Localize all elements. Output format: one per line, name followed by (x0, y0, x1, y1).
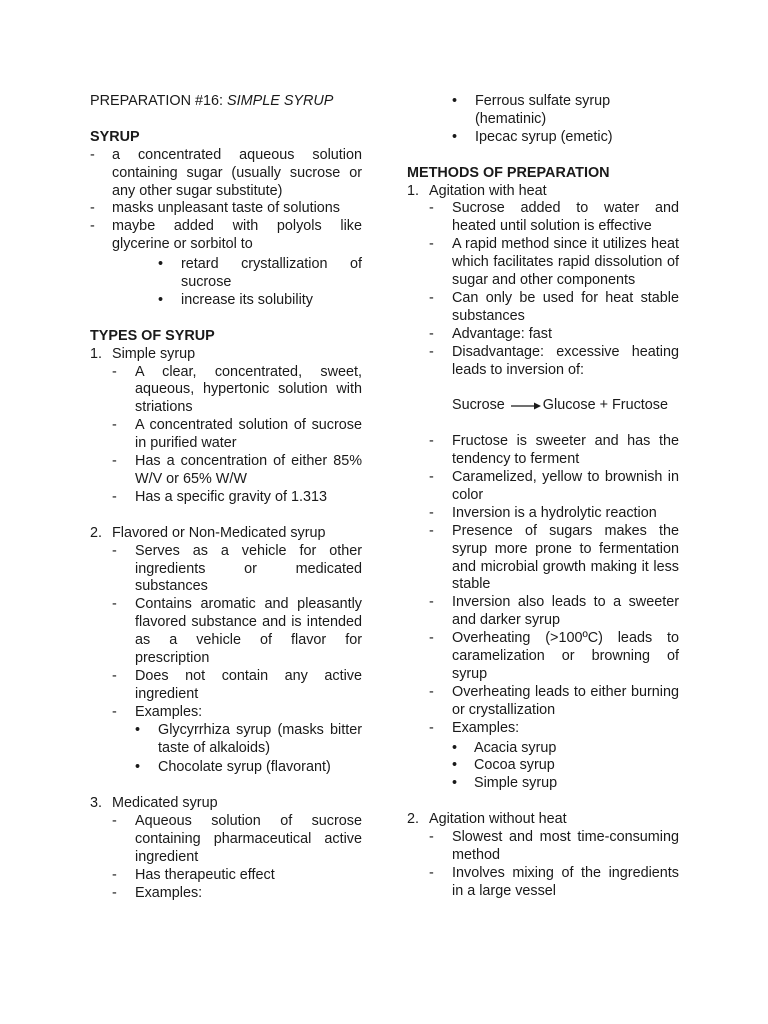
bullet-icon: • (158, 291, 164, 308)
reaction-reactant: Sucrose (452, 397, 505, 414)
heat-point: Examples: (452, 719, 520, 736)
right-column (407, 93, 679, 901)
heat-example: Cocoa syrup (474, 757, 555, 774)
item-number: 1. (407, 182, 420, 199)
dash-marker: - (112, 453, 117, 470)
bullet-icon: • (135, 721, 141, 738)
bullet-icon: • (452, 739, 458, 756)
item-title: Agitation with heat (429, 182, 547, 199)
dash-marker: - (429, 683, 434, 700)
heat-point: A rapid method since it utilizes heat which facilitates rapid dissolution of sugar and other components (452, 236, 679, 289)
medicated-example: Ipecac syrup (emetic) (475, 128, 613, 145)
list-item (407, 129, 679, 147)
heat-point: Sucrose added to water and heated until solution is effective (452, 200, 679, 235)
list-item (407, 740, 679, 758)
dash-marker: - (429, 325, 434, 342)
flavored-point: Serves as a vehicle for other ingredients or medicated substances (135, 542, 362, 595)
dash-marker: - (112, 417, 117, 434)
dash-marker: - (429, 504, 434, 521)
list-item (407, 93, 679, 129)
dash-marker: - (429, 343, 434, 360)
list-item (407, 200, 679, 236)
item-number: 2. (90, 524, 103, 541)
item-title: Medicated syrup (112, 795, 218, 812)
medicated-point: Has therapeutic effect (135, 866, 275, 883)
arrow-right-icon (511, 401, 541, 411)
dash-marker: - (112, 542, 117, 559)
list-item (90, 759, 362, 777)
dash-marker: - (112, 866, 117, 883)
list-item (90, 453, 362, 489)
item-title: Simple syrup (112, 345, 196, 362)
heat-point: Inversion is a hydrolytic reaction (452, 504, 657, 521)
list-item (90, 722, 362, 758)
numbered-item (90, 795, 362, 813)
list-item (407, 523, 679, 595)
dash-marker: - (429, 630, 434, 647)
flavored-example: Glycyrrhiza syrup (masks bitter taste of alkaloids) (158, 721, 362, 756)
title-name: SIMPLE SYRUP (227, 93, 334, 109)
item-number: 3. (90, 795, 103, 812)
list-item (90, 543, 362, 597)
list-item (90, 292, 362, 310)
medicated-example: Ferrous sulfate syrup (hematinic) (475, 93, 611, 127)
list-item (407, 829, 679, 865)
list-item (407, 865, 679, 901)
reaction-products: Glucose + Fructose (542, 397, 668, 414)
methods-heading: METHODS OF PREPARATION (407, 164, 610, 181)
heat-point: Advantage: fast (452, 325, 553, 342)
dash-marker: - (112, 884, 117, 901)
syrup-point: masks unpleasant taste of solutions (112, 200, 340, 217)
list-item (90, 147, 362, 201)
dash-marker: - (429, 200, 434, 217)
flavored-example: Chocolate syrup (flavorant) (158, 759, 331, 776)
simple-point: Has a specific gravity of 1.313 (135, 488, 327, 505)
dash-marker: - (112, 596, 117, 613)
simple-point: A concentrated solution of sucrose in purified water (135, 417, 362, 452)
bullet-icon: • (452, 775, 458, 792)
simple-point: Has a concentration of either 85% W/V or 65% W/W (135, 453, 362, 487)
item-title: Flavored or Non-Medicated syrup (112, 524, 326, 541)
dash-marker: - (90, 218, 95, 235)
list-item (90, 200, 362, 218)
item-number: 2. (407, 811, 420, 828)
bullet-icon: • (158, 256, 164, 273)
flavored-point: Examples: (135, 703, 203, 720)
list-item (90, 668, 362, 704)
dash-marker: - (429, 594, 434, 611)
list-item (90, 256, 362, 292)
dash-marker: - (429, 864, 434, 881)
heat-point: Disadvantage: excessive heating leads to inversion of: (452, 343, 679, 378)
list-item (407, 720, 679, 738)
dash-marker: - (429, 719, 434, 736)
flavored-point: Does not contain any active ingredient (135, 667, 362, 702)
syrup-point: a concentrated aqueous solution containing sugar (usually sucrose or any other sugar substitute) (112, 146, 362, 199)
heat-example: Simple syrup (474, 775, 558, 792)
heat-example: Acacia syrup (474, 739, 557, 756)
item-number: 1. (90, 345, 103, 362)
list-item (407, 326, 679, 344)
list-item (90, 867, 362, 885)
syrup-subpoint: increase its solubility (181, 291, 313, 308)
list-item (407, 505, 679, 523)
numbered-item (90, 525, 362, 543)
title-prefix: PREPARATION #16: (90, 93, 228, 109)
left-column (90, 93, 362, 903)
dash-marker: - (90, 200, 95, 217)
list-item (90, 364, 362, 418)
dash-marker: - (112, 813, 117, 830)
list-item (407, 775, 679, 793)
heat-point: Presence of sugars makes the syrup more prone to fermentation and microbial growth making it less stable (452, 522, 679, 593)
list-item (407, 757, 679, 775)
dash-marker: - (112, 488, 117, 505)
list-item (407, 290, 679, 326)
dash-marker: - (429, 468, 434, 485)
flavored-point: Contains aromatic and pleasantly flavored substance and is intended as a vehicle of flavor for prescription (135, 596, 362, 667)
numbered-item (407, 811, 679, 829)
dash-marker: - (90, 146, 95, 163)
list-item (407, 344, 679, 380)
dash-marker: - (429, 236, 434, 253)
noheat-point: Involves mixing of the ingredients in a large vessel (452, 864, 679, 899)
bullet-icon: • (452, 128, 458, 145)
item-title: Agitation without heat (429, 811, 567, 828)
list-item (90, 596, 362, 668)
noheat-point: Slowest and most time-consuming method (452, 829, 679, 863)
list-item (407, 433, 679, 469)
list-item (90, 813, 362, 867)
list-item (407, 630, 679, 684)
dash-marker: - (112, 363, 117, 380)
list-item (90, 417, 362, 453)
list-item (90, 218, 362, 254)
document-title (90, 93, 362, 111)
list-item (90, 489, 362, 507)
list-item (90, 704, 362, 722)
numbered-item (90, 346, 362, 364)
bullet-icon: • (135, 759, 141, 776)
dash-marker: - (429, 522, 434, 539)
types-heading: TYPES OF SYRUP (90, 327, 215, 344)
heat-point: Overheating leads to either burning or crystallization (452, 683, 679, 718)
medicated-point: Examples: (135, 884, 203, 901)
dash-marker: - (112, 667, 117, 684)
heat-point: Inversion also leads to a sweeter and darker syrup (452, 594, 679, 629)
syrup-heading: SYRUP (90, 128, 140, 145)
bullet-icon: • (452, 757, 458, 774)
simple-point: A clear, concentrated, sweet, aqueous, hypertonic solution with striations (135, 363, 362, 416)
medicated-point: Aqueous solution of sucrose containing pharmaceutical active ingredient (135, 813, 362, 865)
syrup-point: maybe added with polyols like glycerine or sorbitol to (112, 218, 362, 253)
heat-point: Overheating (>100ºC) leads to caramelization or browning of syrup (452, 630, 679, 682)
list-item (90, 885, 362, 903)
dash-marker: - (429, 829, 434, 846)
dash-marker: - (429, 433, 434, 450)
heat-point: Caramelized, yellow to brownish in color (452, 468, 679, 503)
list-item (407, 469, 679, 505)
numbered-item (407, 183, 679, 201)
syrup-subpoint: retard crystallization of sucrose (181, 256, 362, 291)
list-item (407, 684, 679, 720)
list-item (407, 236, 679, 290)
dash-marker: - (112, 703, 117, 720)
list-item (407, 594, 679, 630)
heat-point: Can only be used for heat stable substances (452, 289, 679, 324)
inversion-reaction (407, 397, 679, 415)
dash-marker: - (429, 289, 434, 306)
bullet-icon: • (452, 93, 458, 109)
heat-point: Fructose is sweeter and has the tendency to ferment (452, 433, 679, 468)
